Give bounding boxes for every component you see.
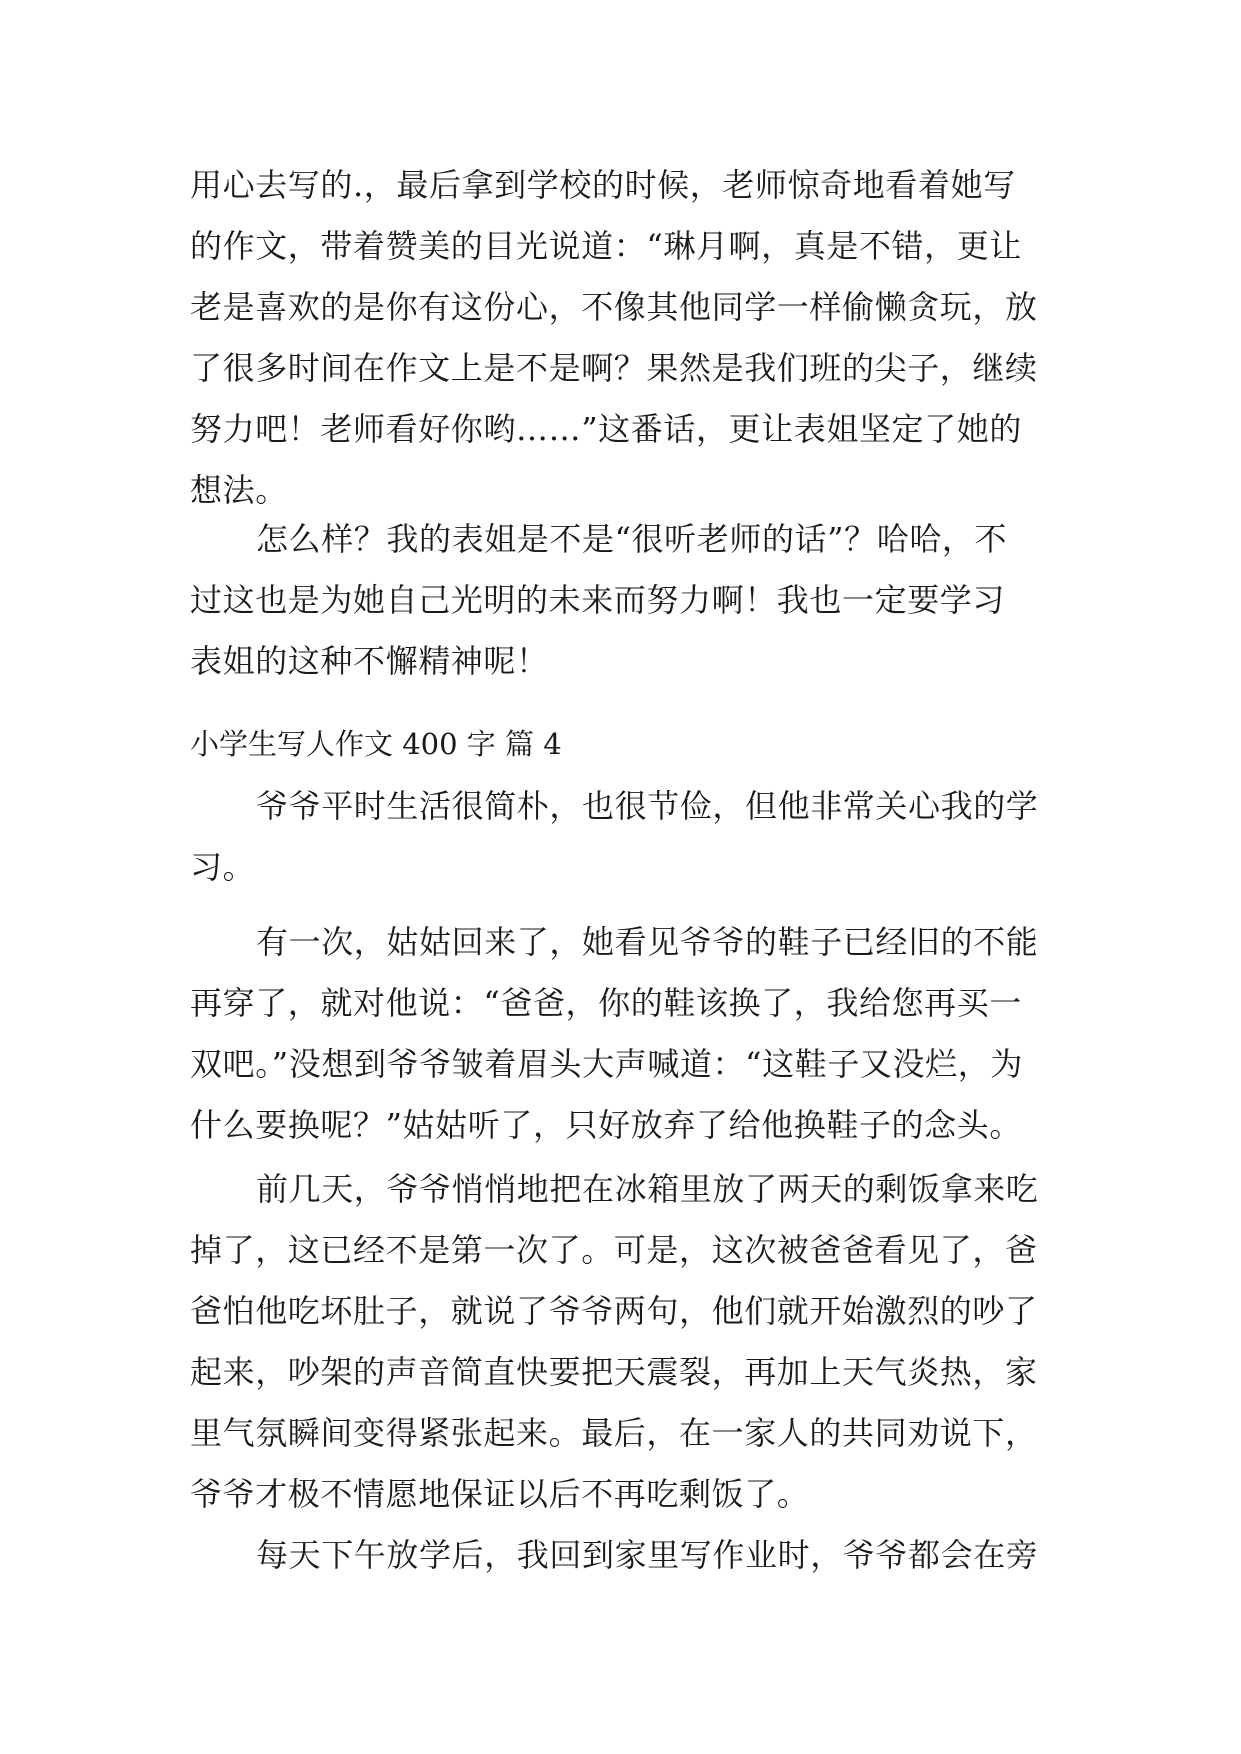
paragraph-2 bbox=[190, 509, 1070, 692]
text-line: 爸怕他吃坏肚子，就说了爷爷两句，他们就开始激烈的吵了 bbox=[190, 1292, 1038, 1330]
paragraph-4 bbox=[190, 912, 1070, 1156]
text-line: 了很多时间在作文上是不是啊？果然是我们班的尖子，继续 bbox=[190, 349, 1038, 387]
paragraph-5 bbox=[190, 1159, 1070, 1525]
text-line: 起来，吵架的声音简直快要把天震裂，再加上天气炎热，家 bbox=[190, 1353, 1038, 1391]
text-line: 努力吧！老师看好你哟……”这番话，更让表姐坚定了她的 bbox=[190, 410, 1022, 448]
paragraph-6 bbox=[190, 1525, 1070, 1586]
section-heading-block bbox=[190, 714, 1070, 775]
section-heading: 小学生写人作文 400 字 篇 4 bbox=[190, 727, 562, 761]
text-line: 掉了，这已经不是第一次了。可是，这次被爸爸看见了，爸 bbox=[190, 1231, 1038, 1269]
text-line: 表姐的这种不懈精神呢！ bbox=[190, 642, 549, 680]
text-line: 有一次，姑姑回来了，她看见爷爷的鞋子已经旧的不能 bbox=[256, 923, 1039, 961]
paragraph-1 bbox=[190, 155, 1070, 521]
paragraph-3 bbox=[190, 776, 1070, 898]
text-line: 过这也是为她自己光明的未来而努力啊！我也一定要学习 bbox=[190, 581, 1006, 619]
text-line: 的作文，带着赞美的目光说道：“琳月啊，真是不错，更让 bbox=[190, 227, 1022, 265]
text-line: 前几天，爷爷悄悄地把在冰箱里放了两天的剩饭拿来吃 bbox=[256, 1170, 1039, 1208]
text-line: 什么要换呢？”姑姑听了，只好放弃了给他换鞋子的念头。 bbox=[190, 1106, 1022, 1144]
text-line: 用心去写的.，最后拿到学校的时候，老师惊奇地看着她写 bbox=[190, 166, 1016, 204]
text-line: 每天下午放学后，我回到家里写作业时，爷爷都会在旁 bbox=[256, 1536, 1039, 1574]
text-line: 怎么样？我的表姐是不是“很听老师的话”？哈哈，不 bbox=[256, 520, 1008, 558]
text-line: 想法。 bbox=[190, 471, 288, 509]
text-line: 老是喜欢的是你有这份心，不像其他同学一样偷懒贪玩，放 bbox=[190, 288, 1038, 326]
text-line: 双吧。”没想到爷爷皱着眉头大声喊道：“这鞋子又没烂，为 bbox=[190, 1045, 1023, 1083]
text-line: 爷爷才极不情愿地保证以后不再吃剩饭了。 bbox=[190, 1475, 810, 1513]
text-line: 习。 bbox=[190, 848, 256, 886]
text-line: 再穿了，就对他说：“爸爸，你的鞋该换了，我给您再买一 bbox=[190, 984, 1022, 1022]
text-line: 里气氛瞬间变得紧张起来。最后，在一家人的共同劝说下， bbox=[190, 1414, 1038, 1452]
text-line: 爷爷平时生活很简朴，也很节俭，但他非常关心我的学 bbox=[256, 787, 1039, 825]
